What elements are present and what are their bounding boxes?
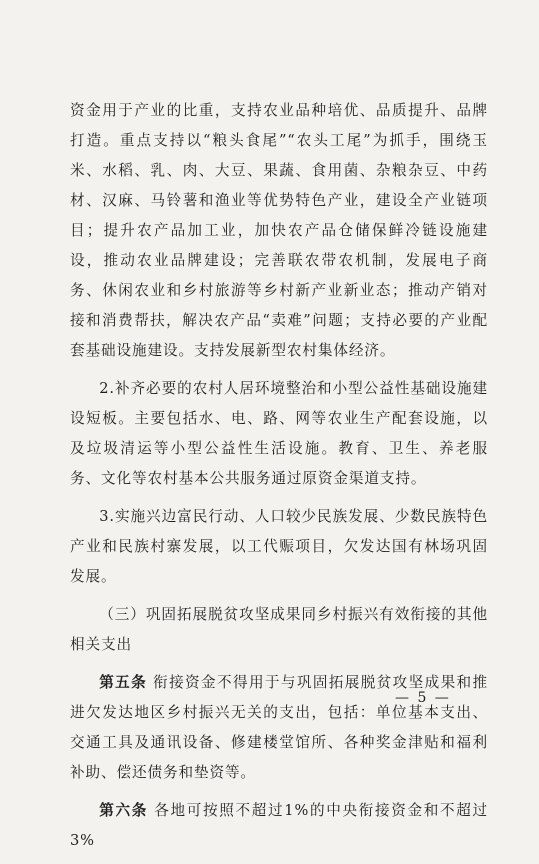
section-heading-3 <box>70 600 488 660</box>
page-number: — 5 — <box>395 690 451 706</box>
article-5 <box>70 668 488 788</box>
paragraph-industry-support <box>70 96 488 366</box>
paragraph-text: 3.实施兴边富民行动、人口较少民族发展、少数民族特色产业和民族村寨发展，以工代赈项目，欠发达国有林场巩固发展。 <box>70 508 488 585</box>
paragraph-text: 资金用于产业的比重，支持农业品种培优、品质提升、品牌打造。重点支持以“粮头食尾”“农头工尾”为抓手，围绕玉米、水稻、乳、肉、大豆、果蔬、食用菌、杂粮杂豆、中药材、汉麻、马铃薯和渔业等优势特色产业，建设全产业链项目；提升农产品加工业，加快农产品仓储保鲜冷链设施建设，推动农业品牌建设；完善联农带农机制，发展电子商务、休闲农业和乡村旅游等乡村新产业新业态；推动产销对接和消费帮扶，解决农产品“卖难”问题；支持必要的产业配套基础设施建设。支持发展新型农村集体经济。 <box>70 102 488 359</box>
paragraph-text: 各地可按照不超过1%的中央衔接资金和不超过3% <box>70 802 489 849</box>
paragraph-text: 衔接资金不得用于与巩固拓展脱贫攻坚成果和推进欠发达地区乡村振兴无关的支出，包括：单位基本支出、交通工具及通讯设备、修建楼堂馆所、各种奖金津贴和福利补助、偿还债务和垫资等。 <box>70 674 488 781</box>
article-label: 第六条 <box>99 802 148 819</box>
paragraph-item-2 <box>70 374 488 494</box>
paragraph-text: 2.补齐必要的农村人居环境整治和小型公益性基础设施建设短板。主要包括水、电、路、网等农业生产配套设施，以及垃圾清运等小型公益性生活设施。教育、卫生、养老服务、文化等农村基本公共服务通过原资金渠道支持。 <box>70 380 488 487</box>
article-label: 第五条 <box>99 674 148 691</box>
paragraph-item-3 <box>70 502 488 592</box>
paragraph-text: （三）巩固拓展脱贫攻坚成果同乡村振兴有效衔接的其他相关支出 <box>70 606 488 653</box>
body-text <box>70 96 488 864</box>
article-6 <box>70 796 488 856</box>
